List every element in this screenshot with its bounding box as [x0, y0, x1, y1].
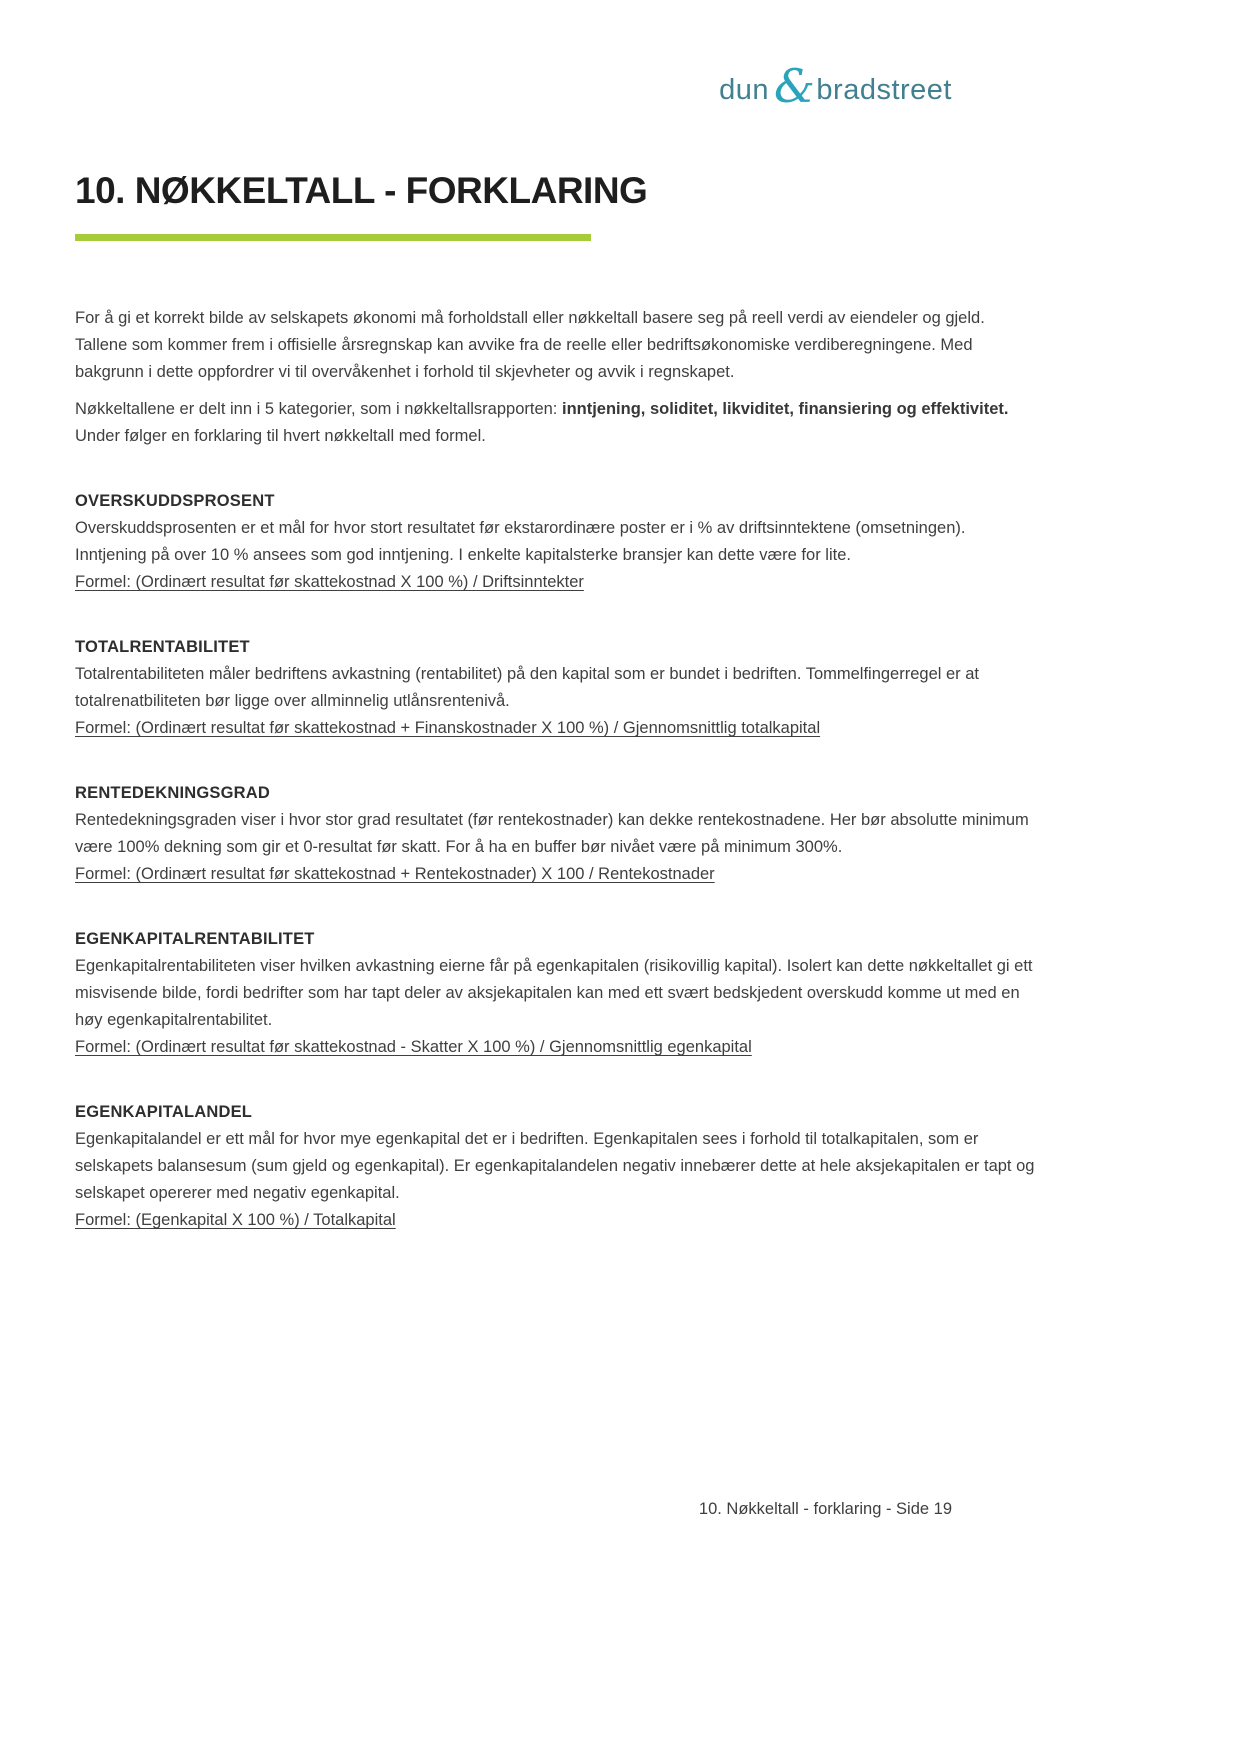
categories-text-post: Under følger en forklaring til hvert nøkkeltall med formel.: [75, 427, 486, 445]
categories-bold-list: inntjening, soliditet, likviditet, finansiering og effektivitet.: [561, 400, 1009, 418]
dun-bradstreet-logo: [719, 59, 952, 113]
section-formula: Formel: (Ordinært resultat før skattekostnad - Skatter X 100 %) / Gjennomsnittlig egenkapital: [75, 1038, 752, 1056]
kpi-section: [75, 1099, 1041, 1234]
section-heading: OVERSKUDDSPROSENT: [75, 492, 275, 510]
kpi-section: [75, 926, 1041, 1061]
section-formula: Formel: (Egenkapital X 100 %) / Totalkapital: [75, 1211, 396, 1229]
page-title: 10. NØKKELTALL - FORKLARING: [75, 170, 648, 211]
section-heading: RENTEDEKNINGSGRAD: [75, 784, 270, 802]
kpi-section: [75, 780, 1041, 888]
section-body: Egenkapitalandel er ett mål for hvor mye egenkapital det er i bedriften. Egenkapitalen sees i forhold til totalkapitalen, som er selskapets balansesum (sum gjeld og egenkapital). Er egenkapitalandelen negativ innebærer dette at hele aksjekapitalen er tapt og selskapet opererer med negativ egenkapital.: [75, 1130, 1035, 1202]
page-footer: 10. Nøkkeltall - forklaring - Side 19: [698, 1500, 952, 1518]
section-formula: Formel: (Ordinært resultat før skattekostnad X 100 %) / Driftsinntekter: [75, 573, 584, 591]
section-body: Totalrentabiliteten måler bedriftens avkastning (rentabilitet) på den kapital som er bundet i bedriften. Tommelfingerregel er at totalrenatbiliteten bør ligge over allminnelig utlånsrentenivå.: [75, 665, 980, 710]
section-heading: EGENKAPITALANDEL: [75, 1103, 253, 1121]
section-formula: Formel: (Ordinært resultat før skattekostnad + Finanskostnader X 100 %) / Gjennomsnittlig totalkapital: [75, 719, 821, 737]
logo-text-bradstreet: bradstreet: [816, 74, 952, 106]
section-heading: EGENKAPITALRENTABILITET: [75, 930, 315, 948]
section-body: Overskuddsprosenten er et mål for hvor stort resultatet før ekstarordinære poster er i % av driftsinntektene (omsetningen). Inntjening på over 10 % ansees som god inntjening. I enkelte kapitalsterke bransjer kan dette være for lite.: [75, 519, 966, 564]
section-body: Rentedekningsgraden viser i hvor stor grad resultatet (før rentekostnader) kan dekke rentekostnadene. Her bør absolutte minimum være 100% dekning som gir et 0-resultat før skatt. For å ha en buffer bør nivået være på minimum 300%.: [75, 811, 1029, 856]
title-accent-rule: [75, 234, 591, 241]
section-body: Egenkapitalrentabiliteten viser hvilken avkastning eierne får på egenkapitalen (risikovillig kapital). Isolert kan dette nøkkeltallet gi ett misvisende bilde, fordi bedrifter som har tapt deler av aksjekapitalen kan med ett svært bedskjedent overskudd komme ut med en høy egenkapitalrentabilitet.: [75, 957, 1033, 1029]
logo-text-dun: dun: [719, 74, 769, 106]
categories-text-pre: Nøkkeltallene er delt inn i 5 kategorier, som i nøkkeltallsrapporten:: [75, 400, 562, 418]
categories-paragraph: [75, 396, 1041, 450]
intro-paragraph: For å gi et korrekt bilde av selskapets økonomi må forholdstall eller nøkkeltall basere seg på reell verdi av eiendeler og gjeld. Tallene som kommer frem i offisielle årsregnskap kan avvike fra de reelle eller bedriftsøkonomiske verdiberegningene. Med bakgrunn i dette oppfordrer vi til overvåkenhet i forhold til skjevheter og avvik i regnskapet.: [75, 309, 985, 381]
section-heading: TOTALRENTABILITET: [75, 638, 250, 656]
kpi-section: [75, 634, 1041, 742]
logo-ampersand-icon: &: [773, 59, 816, 113]
kpi-section: [75, 488, 1041, 596]
section-formula: Formel: (Ordinært resultat før skattekostnad + Rentekostnader) X 100 / Rentekostnader: [75, 865, 715, 883]
